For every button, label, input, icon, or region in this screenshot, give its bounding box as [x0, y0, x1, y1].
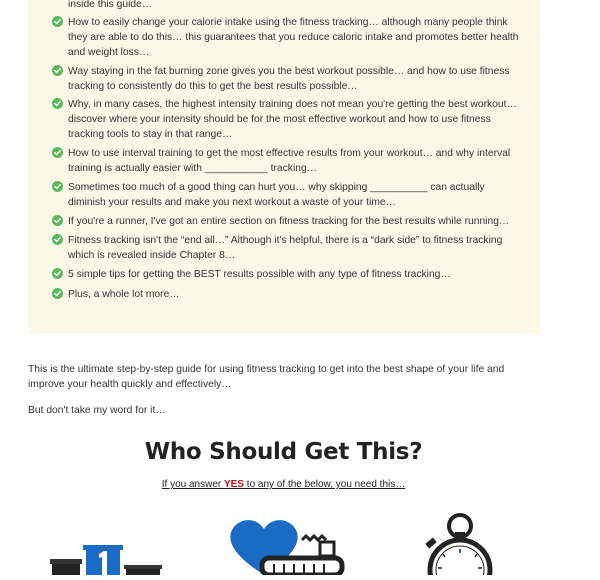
podium-icon — [46, 512, 166, 580]
list-item — [52, 180, 522, 210]
list-item — [52, 267, 522, 282]
benefit-text: inside this guide… — [68, 0, 153, 10]
list-item — [52, 214, 522, 229]
list-item — [52, 287, 522, 302]
benefit-text: 5 simple tips for getting the BEST results possible with any type of fitness tracking… — [68, 269, 451, 280]
benefit-text: How to easily change your calorie intake using the fitness tracking… although many people think they are able to do this… this guarantees that you reduce caloric intake and promotes better health and weight loss… — [68, 17, 519, 58]
subheading-text-post: to any of the below, you need this… — [244, 479, 406, 490]
list-item — [52, 233, 522, 263]
check-icon — [52, 234, 63, 245]
benefit-text: Sometimes too much of a good thing can hurt you… why skipping __________ can actually diminish your results and make you next workout a waste of your time… — [68, 182, 485, 208]
list-item — [52, 146, 522, 176]
list-item — [52, 15, 522, 60]
check-icon — [52, 147, 63, 158]
benefits-box — [28, 0, 540, 334]
benefit-text: Plus, a whole lot more… — [68, 289, 180, 300]
benefit-text: Why, in many cases, the highest intensity training does not mean you're getting the best workout… discover where your intensity should be for the most effective workout and how to use fitness tracking tools to stay in that range… — [68, 99, 517, 140]
check-icon — [52, 288, 63, 299]
list-item — [52, 64, 522, 94]
heart-monitor-icon — [226, 512, 346, 580]
list-item — [52, 97, 522, 142]
section-heading: Who Should Get This? — [144, 439, 423, 465]
check-icon — [52, 181, 63, 192]
check-icon — [52, 215, 63, 226]
intro-paragraph-short: But don't take my word for it… — [28, 405, 166, 416]
check-icon — [52, 65, 63, 76]
check-icon — [52, 98, 63, 109]
stopwatch-icon — [416, 512, 516, 580]
yes-highlight: YES — [224, 479, 245, 490]
list-item — [52, 0, 522, 12]
benefit-text: Way staying in the fat burning zone gives you the best workout possible… and how to use fitness tracking to consistently do this to get the best results possible… — [68, 66, 510, 92]
section-subheading — [0, 479, 567, 490]
benefit-text: How to use interval training to get the most effective results from your workout… and why interval training is actually easier with ___________ tracking… — [68, 148, 511, 174]
benefit-text: Fitness tracking isn't the “end all…” Although it's helpful, there is a “dark side” to fitness tracking which is revealed inside Chapter 8… — [68, 235, 503, 261]
check-icon — [52, 16, 63, 27]
benefit-text: If you're a runner, I've got an entire section on fitness tracking for the best results while running… — [68, 216, 510, 227]
subheading-text-pre: If you answer — [161, 479, 225, 490]
intro-paragraph: This is the ultimate step-by-step guide for using fitness tracking to get into the best shape of your life and improve your health quickly and effectively… — [28, 364, 505, 390]
check-icon — [52, 268, 63, 279]
